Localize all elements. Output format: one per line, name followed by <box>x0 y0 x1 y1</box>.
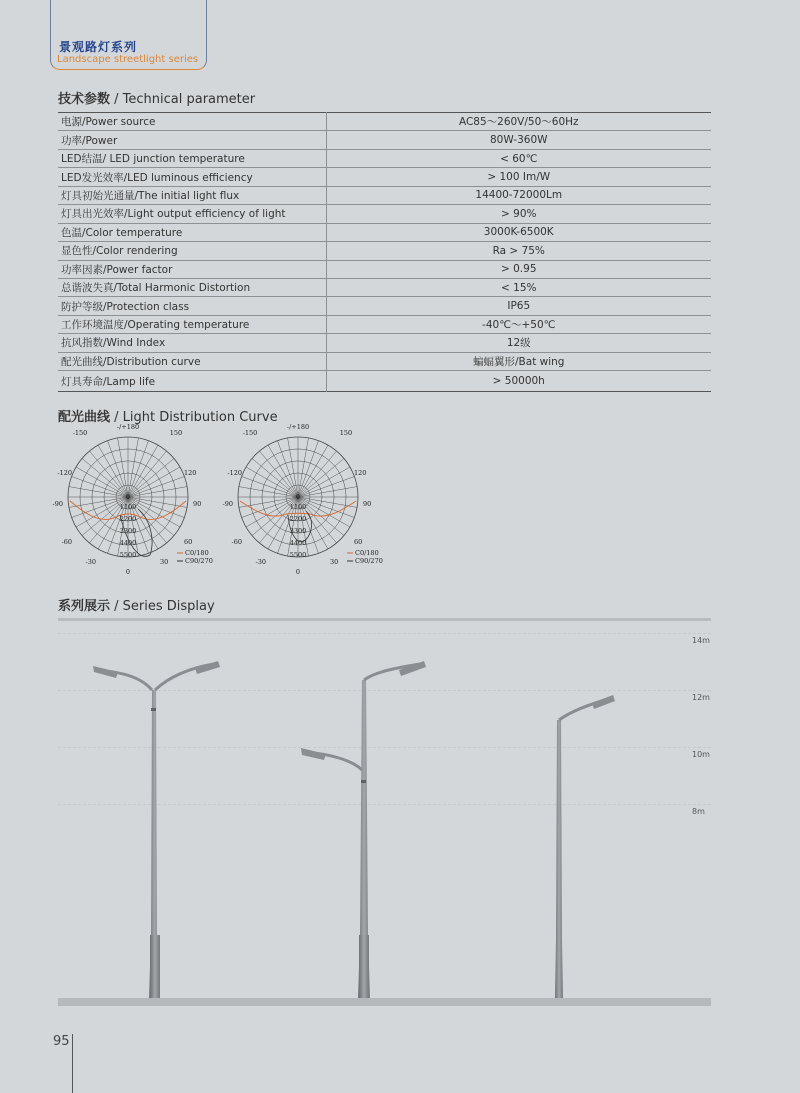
polar-angle-label: 120 <box>184 469 197 477</box>
spec-value: > 0.95 <box>326 260 711 278</box>
spec-label: 功率/Power <box>58 131 326 149</box>
spec-row <box>58 352 711 370</box>
spec-value: 3000K-6500K <box>326 223 711 241</box>
legend-c0-label: C0/180 <box>355 549 379 557</box>
height-label-12m: 12m <box>692 693 710 702</box>
polar-angle-label: -150 <box>242 429 258 437</box>
polar-angle-label: -90 <box>52 500 63 508</box>
spec-label: LED发光效率/LED luminous efficiency <box>58 168 326 186</box>
spec-label: 防护等级/Protection class <box>58 297 326 315</box>
polar-diagram-1 <box>52 423 220 576</box>
ground-bar <box>58 998 711 1006</box>
polar-radial-label: 1100 <box>119 503 137 511</box>
spec-row <box>58 223 711 241</box>
spec-label: 工作环境温度/Operating temperature <box>58 315 326 333</box>
polar-radial-label: 3300 <box>119 527 137 535</box>
spec-row <box>58 186 711 204</box>
technical-parameter-title: 技术参数 / Technical parameter <box>58 92 256 107</box>
polar-radial-label: 2200 <box>119 515 137 523</box>
spec-label: 灯具初始光通量/The initial light flux <box>58 186 326 204</box>
polar-angle-label: -60 <box>61 538 72 546</box>
spec-row <box>58 205 711 223</box>
spec-row <box>58 334 711 352</box>
spec-table <box>58 112 711 392</box>
spec-row <box>58 149 711 167</box>
legend-c90-label: C90/270 <box>355 557 383 565</box>
page-number-rule <box>72 1034 73 1093</box>
streetlight-illustration <box>0 600 800 1010</box>
spec-row <box>58 297 711 315</box>
spec-row <box>58 242 711 260</box>
spec-label: 配光曲线/Distribution curve <box>58 352 326 370</box>
spec-value: < 15% <box>326 278 711 296</box>
polar-angle-label: 120 <box>354 469 367 477</box>
polar-radial-label: 3300 <box>289 527 307 535</box>
spec-label: 灯具出光效率/Light output efficiency of light <box>58 205 326 223</box>
height-label-10m: 10m <box>692 750 710 759</box>
polar-radial-label: 4400 <box>289 539 307 547</box>
spec-value: > 50000h <box>492 375 545 388</box>
spec-value: 14400-72000Lm <box>326 186 711 204</box>
streetlight-double-arm <box>93 661 220 998</box>
spec-row <box>58 315 711 333</box>
spec-value: 80W-360W <box>326 131 711 149</box>
spec-label: 功率因素/Power factor <box>58 260 326 278</box>
series-title-en: Landscape streetlight series <box>57 54 199 65</box>
polar-radial-label: 2200 <box>289 515 307 523</box>
spec-value: < 60℃ <box>326 149 711 167</box>
spec-value: AC85～260V/50～60Hz <box>326 113 711 131</box>
polar-angle-label: -120 <box>57 469 72 477</box>
distribution-title: 配光曲线 / Light Distribution Curve <box>58 410 278 425</box>
spec-value: 蝙蝠翼形/Bat wing <box>326 352 711 370</box>
spec-label: 色温/Color temperature <box>58 223 326 241</box>
spec-row <box>58 168 711 186</box>
polar-angle-label: 60 <box>354 538 363 546</box>
series-display-title: 系列展示 / Series Display <box>58 599 215 614</box>
polar-radial-label: 5500 <box>119 551 137 559</box>
streetlight-single-arm <box>555 695 615 998</box>
polar-angle-label: 150 <box>339 429 353 437</box>
polar-center-label: 0 <box>295 493 301 501</box>
spec-label: 灯具寿命/Lamp life <box>58 371 326 392</box>
polar-angle-label: -30 <box>255 558 266 566</box>
spec-value: > 90% <box>326 205 711 223</box>
spec-row <box>58 371 711 392</box>
polar-angle-label: -30 <box>85 558 96 566</box>
polar-angle-label: 0 <box>295 568 301 576</box>
spec-label: 电源/Power source <box>58 113 326 131</box>
spec-row <box>58 113 711 131</box>
legend-c0-label: C0/180 <box>185 549 209 557</box>
polar-angle-label: -/+180 <box>116 423 140 431</box>
spec-row <box>58 278 711 296</box>
spec-value: > 100 Im/W <box>326 168 711 186</box>
height-label-14m: 14m <box>692 636 710 645</box>
polar-angle-label: -90 <box>222 500 233 508</box>
spec-label: 总谐波失真/Total Harmonic Distortion <box>58 278 326 296</box>
spec-label: LED结温/ LED junction temperature <box>58 149 326 167</box>
polar-radial-label: 1100 <box>289 503 307 511</box>
series-title-zh: 景观路灯系列 <box>59 40 138 54</box>
spec-value: 12级 <box>326 334 711 352</box>
polar-angle-label: 150 <box>169 429 183 437</box>
spec-value: -40℃～+50℃ <box>326 315 711 333</box>
polar-angle-label: 30 <box>160 558 169 566</box>
page-number: 95 <box>53 1034 70 1049</box>
height-label-8m: 8m <box>692 807 705 816</box>
legend-c90-label: C90/270 <box>185 557 213 565</box>
polar-angle-label: 0 <box>125 568 131 576</box>
spec-row <box>58 260 711 278</box>
polar-diagram-2 <box>222 423 390 576</box>
polar-angle-label: -/+180 <box>286 423 310 431</box>
polar-angle-label: 60 <box>184 538 193 546</box>
polar-angle-label: 90 <box>363 500 372 508</box>
polar-radial-label: 4400 <box>119 539 137 547</box>
polar-radial-label: 5500 <box>289 551 307 559</box>
polar-angle-label: 90 <box>193 500 202 508</box>
polar-angle-label: -150 <box>72 429 88 437</box>
streetlight-asymmetric <box>301 661 426 998</box>
spec-value: IP65 <box>326 297 711 315</box>
spec-label: 显色性/Color rendering <box>58 242 326 260</box>
spec-label: 抗风指数/Wind Index <box>58 334 326 352</box>
spec-row <box>58 131 711 149</box>
polar-angle-label: -120 <box>227 469 242 477</box>
polar-center-label: 0 <box>125 493 131 501</box>
polar-angle-label: -60 <box>231 538 242 546</box>
spec-value: Ra > 75% <box>326 242 711 260</box>
polar-angle-label: 30 <box>330 558 339 566</box>
